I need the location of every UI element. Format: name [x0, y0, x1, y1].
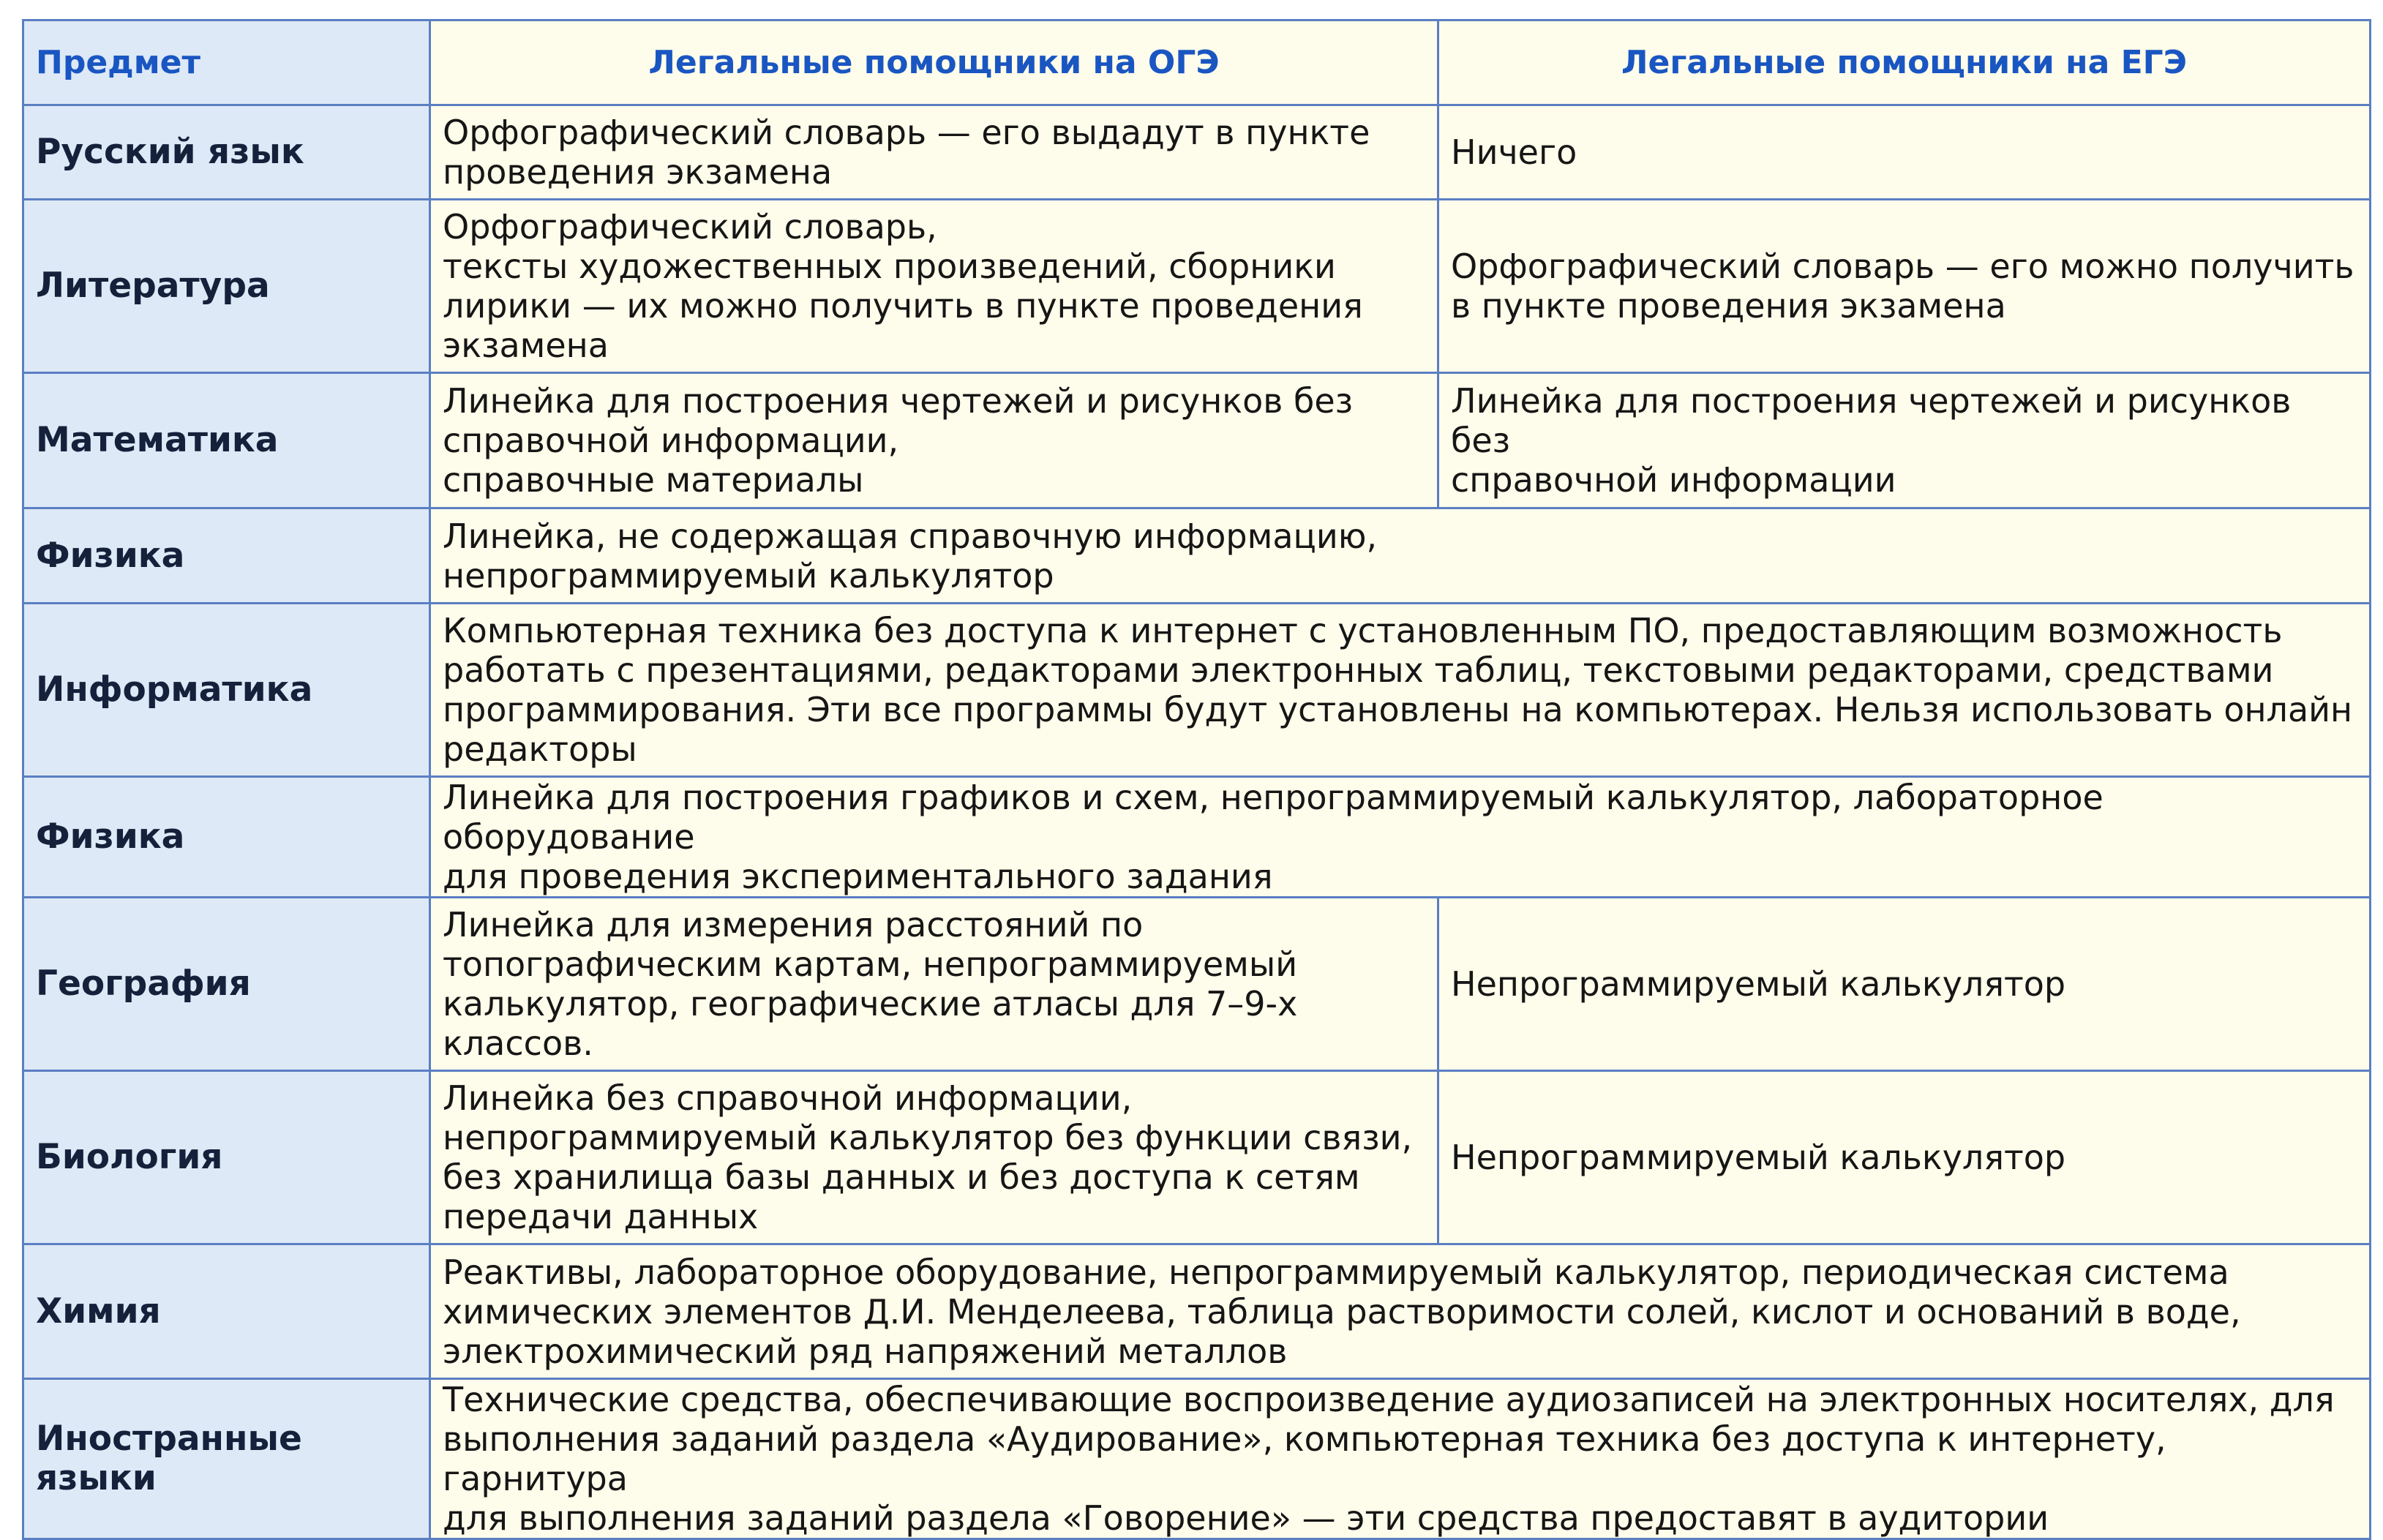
- combined-cell: Технические средства, обеспечивающие воспроизведение аудиозаписей на электронных носителях, для выполнения заданий раздела «Аудирование», компьютерная техника без доступа к интернету, гарнитура для выполнения заданий раздела «Говорение» — эти средства предоставят в аудитории: [430, 1379, 2371, 1539]
- oge-cell: Орфографический словарь — его выдадут в пункте проведения экзамена: [430, 105, 1438, 200]
- subject-cell: Биология: [23, 1071, 430, 1244]
- header-row: [23, 20, 2371, 105]
- oge-cell: Орфографический словарь, тексты художественных произведений, сборники лирики — их можно получить в пункте проведения экзамена: [430, 200, 1438, 373]
- table-row: [23, 508, 2371, 604]
- oge-cell: Линейка для построения чертежей и рисунков без справочной информации, справочные материалы: [430, 373, 1438, 508]
- subject-cell: Физика: [23, 508, 430, 604]
- table-row: [23, 777, 2371, 898]
- subject-cell: Физика: [23, 777, 430, 898]
- subject-cell: Математика: [23, 373, 430, 508]
- combined-cell: Линейка, не содержащая справочную информацию, непрограммируемый калькулятор: [430, 508, 2371, 604]
- combined-cell: Реактивы, лабораторное оборудование, непрограммируемый калькулятор, периодическая система химических элементов Д.И. Менделеева, таблица растворимости солей, кислот и оснований в воде, электрохимический ряд напряжений металлов: [430, 1244, 2371, 1379]
- ege-cell: Непрограммируемый калькулятор: [1438, 1071, 2371, 1244]
- subject-cell: Иностранные языки: [23, 1379, 430, 1539]
- header-subject: Предмет: [23, 20, 430, 105]
- ege-cell: Орфографический словарь — его можно получить в пункте проведения экзамена: [1438, 200, 2371, 373]
- table-row: [23, 200, 2371, 373]
- ege-cell: Ничего: [1438, 105, 2371, 200]
- combined-cell: Линейка для построения графиков и схем, непрограммируемый калькулятор, лабораторное оборудование для проведения экспериментального задания: [430, 777, 2371, 898]
- subject-cell: Химия: [23, 1244, 430, 1379]
- subject-cell: География: [23, 898, 430, 1071]
- table-row: [23, 373, 2371, 508]
- table-row: [23, 1071, 2371, 1244]
- exam-aids-table-wrapper: [22, 19, 2369, 1540]
- table-row: [23, 1379, 2371, 1539]
- combined-cell: Компьютерная техника без доступа к интернет с установленным ПО, предоставляющим возможность работать с презентациями, редакторами электронных таблиц, текстовыми редакторами, средствами программирования. Эти все программы будут установлены на компьютерах. Нельзя использовать онлайн редакторы: [430, 604, 2371, 777]
- oge-cell: Линейка для измерения расстояний по топографическим картам, непрограммируемый калькулятор, географические атласы для 7–9-х классов.: [430, 898, 1438, 1071]
- subject-cell: Информатика: [23, 604, 430, 777]
- ege-cell: Непрограммируемый калькулятор: [1438, 898, 2371, 1071]
- header-oge: Легальные помощники на ОГЭ: [430, 20, 1438, 105]
- header-ege: Легальные помощники на ЕГЭ: [1438, 20, 2371, 105]
- subject-cell: Русский язык: [23, 105, 430, 200]
- table-row: [23, 604, 2371, 777]
- table-row: [23, 898, 2371, 1071]
- subject-cell: Литература: [23, 200, 430, 373]
- ege-cell: Линейка для построения чертежей и рисунков без справочной информации: [1438, 373, 2371, 508]
- table-row: [23, 1244, 2371, 1379]
- table-row: [23, 105, 2371, 200]
- exam-aids-table: [22, 19, 2371, 1540]
- oge-cell: Линейка без справочной информации, непрограммируемый калькулятор без функции связи, без хранилища базы данных и без доступа к сетям передачи данных: [430, 1071, 1438, 1244]
